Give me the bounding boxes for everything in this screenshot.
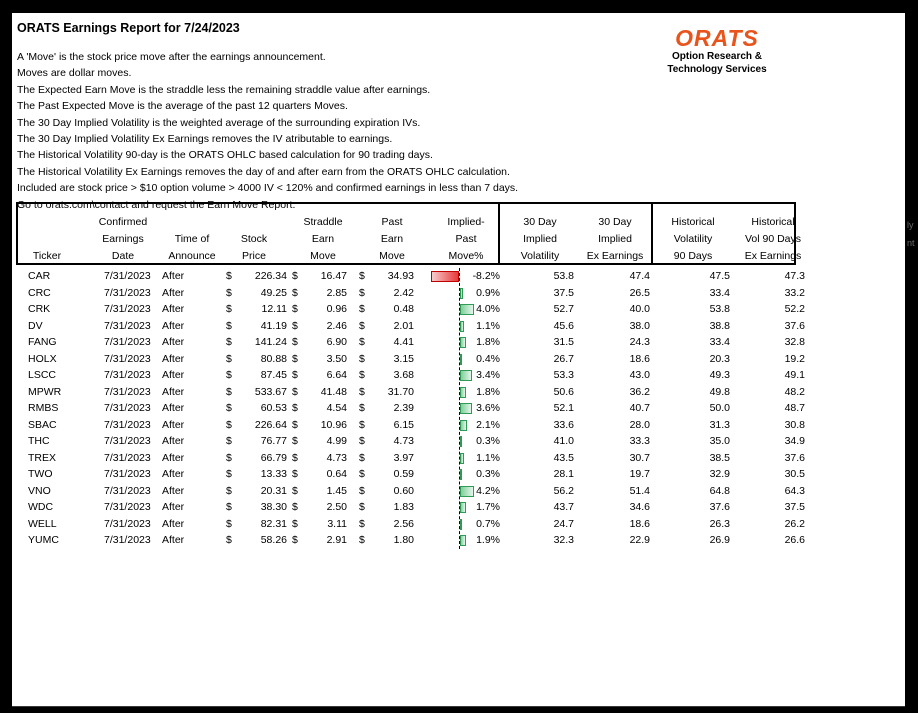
- cell-past-move: 1.80: [393, 534, 414, 546]
- cell-stock-price: 533.67: [254, 385, 287, 398]
- cell-hv90-ex-earnings: 34.9: [784, 435, 805, 447]
- currency-symbol: $: [226, 451, 232, 464]
- cell-ticker: TREX: [28, 451, 57, 464]
- cell-iv30: 52.7: [553, 303, 574, 315]
- cell-implied-past-diff: 0.9%: [476, 286, 500, 299]
- column-header: Ex Earnings: [586, 250, 644, 262]
- cell-straddle-move: 3.11: [327, 517, 347, 530]
- cell-implied-past-diff: 3.6%: [476, 402, 500, 414]
- cell-stock-price: 12.11: [261, 303, 287, 315]
- cell-earnings-date: 7/31/2023: [104, 468, 151, 480]
- orats-logo-icon: [667, 26, 767, 50]
- cell-time-of-announce: After: [162, 385, 185, 398]
- currency-symbol: $: [226, 402, 232, 414]
- cell-stock-price: 60.53: [260, 402, 287, 414]
- cell-hv90-ex-earnings: 64.3: [784, 484, 805, 497]
- currency-symbol: $: [226, 435, 232, 447]
- cell-hv90: 26.3: [709, 517, 730, 530]
- cell-hv90-ex-earnings: 48.2: [784, 385, 805, 398]
- cell-earnings-date: 7/31/2023: [104, 319, 151, 332]
- cell-hv90: 20.3: [709, 352, 730, 365]
- cell-time-of-announce: After: [162, 319, 185, 332]
- cell-straddle-move: 16.47: [320, 270, 347, 282]
- cell-past-move: 4.73: [393, 435, 414, 447]
- report-note: The Expected Earn Move is the straddle less the remaining straddle value after earnings.: [17, 83, 431, 96]
- cell-past-move: 3.15: [393, 352, 414, 365]
- currency-symbol: $: [226, 303, 232, 315]
- cell-ticker: HOLX: [28, 352, 57, 365]
- bottom-divider: [12, 706, 905, 707]
- currency-symbol: $: [359, 352, 365, 365]
- cell-hv90-ex-earnings: 30.5: [784, 468, 805, 480]
- cell-straddle-move: 6.64: [326, 369, 347, 381]
- cell-earnings-date: 7/31/2023: [104, 336, 151, 348]
- cell-hv90-ex-earnings: 37.6: [784, 451, 805, 464]
- column-header: Move: [310, 250, 336, 262]
- cell-ticker: TWO: [28, 468, 53, 480]
- column-header: 30 Day: [598, 216, 632, 228]
- cell-iv30-ex-earnings: 47.4: [629, 270, 650, 282]
- currency-symbol: $: [292, 435, 298, 447]
- cell-stock-price: 76.77: [260, 435, 287, 447]
- currency-symbol: $: [292, 451, 298, 464]
- edge-text-2: nt: [907, 238, 915, 248]
- column-header: Time of: [174, 233, 210, 245]
- cell-straddle-move: 0.96: [326, 303, 347, 315]
- cell-iv30-ex-earnings: 40.7: [629, 402, 650, 414]
- column-header: Historical: [671, 216, 715, 228]
- currency-symbol: $: [292, 517, 298, 530]
- currency-symbol: $: [292, 534, 298, 546]
- cell-stock-price: 49.25: [260, 286, 287, 299]
- cell-hv90: 49.3: [709, 369, 730, 381]
- cell-ticker: THC: [28, 435, 50, 447]
- currency-symbol: $: [226, 319, 232, 332]
- currency-symbol: $: [226, 336, 232, 348]
- currency-symbol: $: [359, 385, 365, 398]
- currency-symbol: $: [292, 369, 298, 381]
- currency-symbol: $: [359, 484, 365, 497]
- column-header: Earnings: [102, 233, 144, 245]
- cell-hv90-ex-earnings: 37.6: [784, 319, 805, 332]
- logo-wordmark: ORATS: [675, 26, 759, 50]
- currency-symbol: $: [359, 435, 365, 447]
- header-divider: [498, 202, 500, 265]
- cell-hv90: 33.4: [709, 336, 730, 348]
- column-header: Stock: [240, 233, 268, 245]
- cell-iv30: 50.6: [553, 385, 574, 398]
- column-header: Vol 90 Days: [744, 233, 802, 245]
- cell-hv90: 50.0: [709, 402, 730, 414]
- report-note: Included are stock price > $10 option volume > 4000 IV < 120% and confirmed earnings in less than 7 days.: [17, 182, 519, 195]
- column-header: Implied-: [447, 216, 485, 228]
- cell-stock-price: 87.45: [260, 369, 287, 381]
- column-header: Date: [111, 250, 135, 262]
- cell-hv90: 35.0: [709, 435, 730, 447]
- cell-iv30: 45.6: [553, 319, 574, 332]
- cell-earnings-date: 7/31/2023: [104, 451, 151, 464]
- edge-text-1: ly: [907, 220, 914, 230]
- cell-iv30: 26.7: [553, 352, 574, 365]
- currency-symbol: $: [226, 484, 232, 497]
- logo-line-2: Technology Services: [667, 64, 767, 75]
- column-header: Earn: [380, 233, 404, 245]
- cell-iv30-ex-earnings: 22.9: [629, 534, 650, 546]
- cell-stock-price: 20.31: [260, 484, 287, 497]
- cell-hv90: 47.5: [709, 270, 730, 282]
- cell-iv30-ex-earnings: 24.3: [629, 336, 650, 348]
- cell-stock-price: 38.30: [260, 501, 287, 513]
- cell-hv90-ex-earnings: 48.7: [784, 402, 805, 414]
- cell-iv30-ex-earnings: 36.2: [629, 385, 650, 398]
- currency-symbol: $: [226, 352, 232, 365]
- cell-iv30: 43.7: [553, 501, 574, 513]
- currency-symbol: $: [359, 369, 365, 381]
- report-note: The Past Expected Move is the average of the past 12 quarters Moves.: [17, 100, 348, 113]
- cell-implied-past-diff: 0.4%: [476, 352, 500, 365]
- column-header: Ticker: [32, 250, 62, 262]
- cell-iv30-ex-earnings: 38.0: [629, 319, 650, 332]
- cell-iv30: 43.5: [553, 451, 574, 464]
- cell-iv30: 37.5: [553, 286, 574, 299]
- cell-implied-past-diff: 1.1%: [476, 319, 500, 332]
- cell-hv90: 32.9: [709, 468, 730, 480]
- cell-hv90: 33.4: [709, 286, 730, 299]
- cell-straddle-move: 2.50: [326, 501, 347, 513]
- currency-symbol: $: [292, 352, 298, 365]
- column-header: Volatility: [673, 233, 713, 245]
- cell-iv30-ex-earnings: 28.0: [629, 418, 650, 431]
- currency-symbol: $: [226, 534, 232, 546]
- cell-iv30: 28.1: [553, 468, 574, 480]
- currency-symbol: $: [226, 517, 232, 530]
- cell-ticker: CAR: [28, 270, 51, 282]
- currency-symbol: $: [292, 303, 298, 315]
- cell-iv30: 41.0: [553, 435, 574, 447]
- orats-logo: [662, 26, 772, 76]
- cell-implied-past-diff: 1.8%: [476, 336, 500, 348]
- column-header: Ex Earnings: [744, 250, 802, 262]
- cell-iv30-ex-earnings: 51.4: [629, 484, 650, 497]
- cell-time-of-announce: After: [162, 534, 185, 546]
- cell-time-of-announce: After: [162, 336, 185, 348]
- column-header: Confirmed: [98, 216, 148, 228]
- currency-symbol: $: [359, 451, 365, 464]
- cell-hv90-ex-earnings: 33.2: [784, 286, 805, 299]
- report-note: Go to orats.com\contact and request the Earn Move Report.: [17, 198, 296, 211]
- currency-symbol: $: [359, 402, 365, 414]
- column-header: Volatility: [520, 250, 560, 262]
- currency-symbol: $: [359, 336, 365, 348]
- cell-iv30: 53.8: [553, 270, 574, 282]
- currency-symbol: $: [292, 418, 298, 431]
- cell-time-of-announce: After: [162, 517, 185, 530]
- cell-past-move: 6.15: [393, 418, 414, 431]
- cell-stock-price: 41.19: [260, 319, 287, 332]
- cell-implied-past-diff: -8.2%: [472, 270, 500, 282]
- cell-earnings-date: 7/31/2023: [104, 517, 151, 530]
- report-note: The Historical Volatility 90-day is the ORATS OHLC based calculation for 90 trading days.: [17, 149, 433, 162]
- cell-straddle-move: 3.50: [326, 352, 347, 365]
- column-header: Past: [381, 216, 403, 228]
- currency-symbol: $: [359, 418, 365, 431]
- report-note: A 'Move' is the stock price move after the earnings announcement.: [17, 51, 326, 63]
- cell-straddle-move: 0.64: [326, 468, 347, 480]
- currency-symbol: $: [292, 484, 298, 497]
- cell-earnings-date: 7/31/2023: [104, 402, 151, 414]
- cell-hv90: 38.8: [709, 319, 730, 332]
- cell-stock-price: 141.24: [254, 336, 287, 348]
- currency-symbol: $: [359, 517, 365, 530]
- currency-symbol: $: [359, 501, 365, 513]
- cell-hv90: 64.8: [709, 484, 730, 497]
- cell-hv90: 31.3: [709, 418, 730, 431]
- cell-time-of-announce: After: [162, 270, 185, 282]
- cell-iv30-ex-earnings: 40.0: [629, 303, 650, 315]
- cell-time-of-announce: After: [162, 435, 185, 447]
- cell-past-move: 2.39: [393, 402, 414, 414]
- cell-past-move: 0.59: [393, 468, 414, 480]
- cell-straddle-move: 4.73: [326, 451, 347, 464]
- column-header: Move: [379, 250, 405, 262]
- cell-past-move: 2.01: [393, 319, 414, 332]
- cell-hv90-ex-earnings: 26.6: [784, 534, 805, 546]
- currency-symbol: $: [292, 402, 298, 414]
- cell-earnings-date: 7/31/2023: [104, 534, 151, 546]
- cell-ticker: CRC: [28, 286, 51, 299]
- currency-symbol: $: [292, 336, 298, 348]
- cell-straddle-move: 4.54: [326, 402, 347, 414]
- currency-symbol: $: [226, 369, 232, 381]
- currency-symbol: $: [292, 385, 298, 398]
- cell-implied-past-diff: 4.2%: [476, 484, 500, 497]
- cell-time-of-announce: After: [162, 451, 185, 464]
- currency-symbol: $: [226, 270, 232, 282]
- cell-iv30-ex-earnings: 19.7: [629, 468, 650, 480]
- cell-iv30: 56.2: [553, 484, 574, 497]
- cell-stock-price: 226.34: [254, 270, 287, 282]
- currency-symbol: $: [359, 270, 365, 282]
- cell-ticker: VNO: [28, 484, 51, 497]
- cell-iv30: 32.3: [553, 534, 574, 546]
- column-header: 90 Days: [673, 250, 713, 262]
- cell-ticker: SBAC: [28, 418, 57, 431]
- cell-iv30-ex-earnings: 18.6: [629, 352, 650, 365]
- report-title: ORATS Earnings Report for 7/24/2023: [17, 21, 240, 35]
- cell-time-of-announce: After: [162, 352, 185, 365]
- cell-implied-past-diff: 1.9%: [476, 534, 500, 546]
- header-divider: [651, 202, 653, 265]
- cell-earnings-date: 7/31/2023: [104, 484, 151, 497]
- cell-stock-price: 13.33: [260, 468, 287, 480]
- cell-stock-price: 58.26: [260, 534, 287, 546]
- cell-iv30-ex-earnings: 26.5: [629, 286, 650, 299]
- cell-ticker: LSCC: [28, 369, 57, 381]
- cell-hv90: 49.8: [709, 385, 730, 398]
- cell-implied-past-diff: 2.1%: [476, 418, 500, 431]
- cell-iv30-ex-earnings: 43.0: [629, 369, 650, 381]
- currency-symbol: $: [359, 534, 365, 546]
- cell-stock-price: 82.31: [260, 517, 287, 530]
- column-header: Move%: [448, 250, 484, 262]
- cell-past-move: 3.97: [393, 451, 414, 464]
- cell-earnings-date: 7/31/2023: [104, 369, 151, 381]
- cell-implied-past-diff: 1.8%: [476, 385, 500, 398]
- cell-hv90-ex-earnings: 30.8: [784, 418, 805, 431]
- cell-straddle-move: 6.90: [326, 336, 347, 348]
- column-header: Implied: [523, 233, 557, 245]
- column-header: Historical: [751, 216, 795, 228]
- currency-symbol: $: [226, 385, 232, 398]
- cell-stock-price: 80.88: [260, 352, 287, 365]
- cell-time-of-announce: After: [162, 402, 185, 414]
- cell-past-move: 0.60: [393, 484, 414, 497]
- column-header: Earn: [311, 233, 335, 245]
- cell-iv30-ex-earnings: 34.6: [629, 501, 650, 513]
- cell-straddle-move: 41.48: [320, 385, 347, 398]
- diff-bar: [431, 271, 459, 282]
- cell-past-move: 0.48: [393, 303, 414, 315]
- cell-stock-price: 226.64: [254, 418, 287, 431]
- cell-straddle-move: 10.96: [320, 418, 347, 431]
- cell-past-move: 2.42: [393, 286, 414, 299]
- currency-symbol: $: [292, 501, 298, 513]
- cell-iv30-ex-earnings: 33.3: [629, 435, 650, 447]
- cell-earnings-date: 7/31/2023: [104, 501, 151, 513]
- logo-line-1: Option Research &: [671, 51, 763, 62]
- cell-straddle-move: 2.85: [326, 286, 347, 299]
- cell-past-move: 34.93: [387, 270, 414, 282]
- cell-time-of-announce: After: [162, 286, 185, 299]
- currency-symbol: $: [292, 319, 298, 332]
- report-note: Moves are dollar moves.: [17, 67, 132, 80]
- cell-iv30: 31.5: [553, 336, 574, 348]
- cell-stock-price: 66.79: [260, 451, 287, 464]
- cell-time-of-announce: After: [162, 303, 185, 315]
- currency-symbol: $: [359, 303, 365, 315]
- cell-ticker: WDC: [28, 501, 54, 513]
- cell-implied-past-diff: 0.7%: [476, 517, 500, 530]
- cell-past-move: 3.68: [393, 369, 414, 381]
- currency-symbol: $: [292, 286, 298, 299]
- column-header: Straddle: [303, 216, 343, 228]
- cell-ticker: WELL: [28, 517, 57, 530]
- cell-earnings-date: 7/31/2023: [104, 385, 151, 398]
- cell-implied-past-diff: 0.3%: [476, 435, 500, 447]
- cell-hv90-ex-earnings: 32.8: [784, 336, 805, 348]
- cell-straddle-move: 4.99: [326, 435, 347, 447]
- cell-straddle-move: 2.91: [326, 534, 347, 546]
- cell-ticker: YUMC: [28, 534, 59, 546]
- cell-hv90-ex-earnings: 47.3: [784, 270, 805, 282]
- cell-hv90-ex-earnings: 37.5: [784, 501, 805, 513]
- cell-iv30: 33.6: [553, 418, 574, 431]
- cell-earnings-date: 7/31/2023: [104, 435, 151, 447]
- cell-earnings-date: 7/31/2023: [104, 303, 151, 315]
- currency-symbol: $: [359, 319, 365, 332]
- cell-ticker: DV: [28, 319, 43, 332]
- cell-past-move: 1.83: [393, 501, 414, 513]
- currency-symbol: $: [359, 468, 365, 480]
- cell-time-of-announce: After: [162, 369, 185, 381]
- cell-hv90: 53.8: [709, 303, 730, 315]
- cell-straddle-move: 2.46: [326, 319, 347, 332]
- column-header: Price: [242, 250, 266, 262]
- cell-implied-past-diff: 1.1%: [476, 451, 500, 464]
- cell-implied-past-diff: 3.4%: [476, 369, 500, 381]
- report-note: The 30 Day Implied Volatility is the weighted average of the surrounding expiration IVs.: [17, 116, 421, 129]
- cell-straddle-move: 1.45: [326, 484, 347, 497]
- cell-hv90-ex-earnings: 52.2: [784, 303, 805, 315]
- currency-symbol: $: [226, 286, 232, 299]
- cell-implied-past-diff: 4.0%: [476, 303, 500, 315]
- cell-iv30-ex-earnings: 30.7: [629, 451, 650, 464]
- cell-ticker: RMBS: [28, 402, 59, 414]
- cell-time-of-announce: After: [162, 501, 185, 513]
- currency-symbol: $: [226, 501, 232, 513]
- report-note: The Historical Volatility Ex Earnings removes the day of and after earn from the ORATS OHLC calculation.: [17, 165, 510, 178]
- currency-symbol: $: [292, 468, 298, 480]
- cell-time-of-announce: After: [162, 468, 185, 480]
- cell-hv90-ex-earnings: 49.1: [784, 369, 805, 381]
- column-header: Past: [455, 233, 477, 245]
- cell-time-of-announce: After: [162, 484, 185, 497]
- cell-implied-past-diff: 0.3%: [476, 468, 500, 480]
- report-note: The 30 Day Implied Volatility Ex Earnings removes the IV atributable to earnings.: [17, 133, 393, 145]
- currency-symbol: $: [292, 270, 298, 282]
- cell-past-move: 4.41: [393, 336, 414, 348]
- cell-hv90: 38.5: [709, 451, 730, 464]
- cell-ticker: MPWR: [28, 385, 62, 398]
- column-header: Implied: [598, 233, 632, 245]
- cell-iv30: 52.1: [553, 402, 574, 414]
- cell-earnings-date: 7/31/2023: [104, 286, 151, 299]
- cell-hv90-ex-earnings: 26.2: [784, 517, 805, 530]
- currency-symbol: $: [226, 418, 232, 431]
- cell-earnings-date: 7/31/2023: [104, 418, 151, 431]
- cell-iv30-ex-earnings: 18.6: [629, 517, 650, 530]
- cell-hv90: 26.9: [709, 534, 730, 546]
- cell-implied-past-diff: 1.7%: [476, 501, 500, 513]
- column-header: Announce: [168, 250, 216, 262]
- cell-past-move: 2.56: [393, 517, 414, 530]
- cell-ticker: CRK: [28, 303, 51, 315]
- column-header: 30 Day: [523, 216, 557, 228]
- cell-past-move: 31.70: [387, 385, 414, 398]
- cell-hv90: 37.6: [709, 501, 730, 513]
- cell-time-of-announce: After: [162, 418, 185, 431]
- cell-iv30: 24.7: [553, 517, 574, 530]
- cell-earnings-date: 7/31/2023: [104, 270, 151, 282]
- currency-symbol: $: [359, 286, 365, 299]
- currency-symbol: $: [226, 468, 232, 480]
- cell-hv90-ex-earnings: 19.2: [784, 352, 805, 365]
- cell-ticker: FANG: [28, 336, 57, 348]
- cell-earnings-date: 7/31/2023: [104, 352, 151, 365]
- cell-iv30: 53.3: [553, 369, 574, 381]
